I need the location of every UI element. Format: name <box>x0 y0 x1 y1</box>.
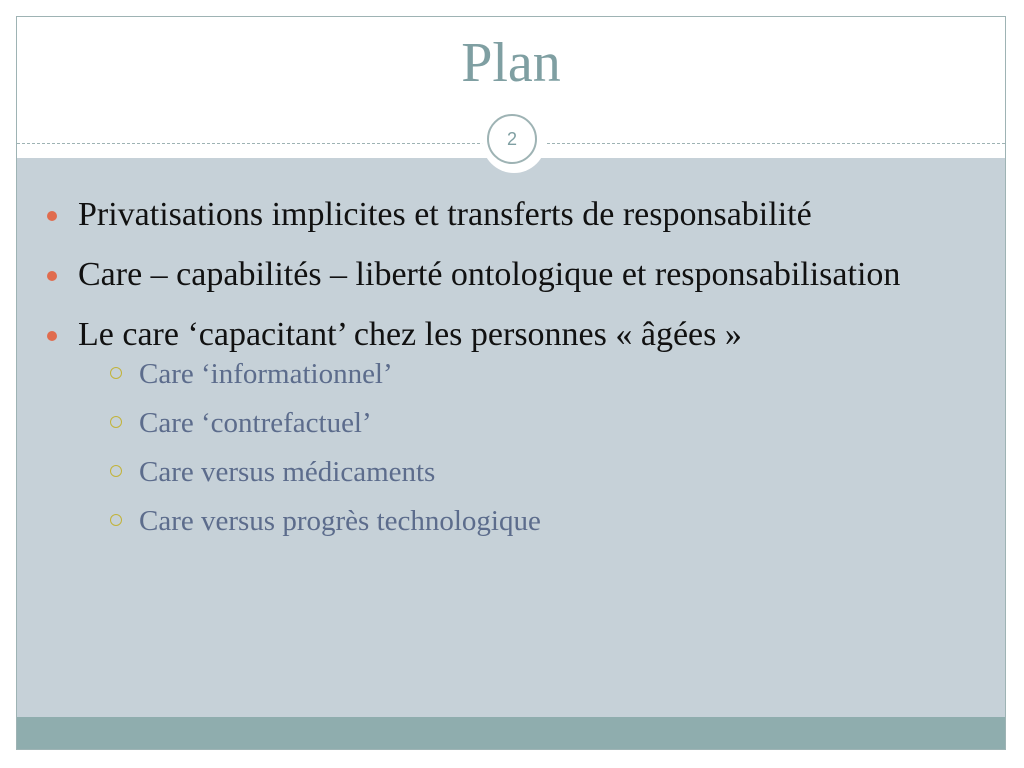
slide <box>16 16 1006 750</box>
bullet-item <box>47 191 977 238</box>
bullet-dot-icon <box>47 271 57 281</box>
bullet-list <box>47 191 977 559</box>
bullet-item <box>47 311 977 546</box>
bullet-dot-icon <box>47 331 57 341</box>
sub-bullet-text: Care ‘contrefactuel’ <box>139 407 372 439</box>
footer-bar <box>17 717 1005 750</box>
bullet-dot-icon <box>47 211 57 221</box>
page-number-badge: 2 <box>487 114 537 164</box>
sub-bullet-ring-icon <box>110 514 122 526</box>
sub-bullet-item <box>78 399 977 448</box>
sub-bullet-text: Care versus progrès technologique <box>139 505 541 537</box>
bullet-item <box>47 251 977 298</box>
sub-bullet-list <box>78 350 977 546</box>
sub-bullet-text: Care ‘informationnel’ <box>139 358 393 390</box>
bullet-text: Privatisations implicites et transferts de responsabilité <box>78 196 812 233</box>
slide-title: Plan <box>461 32 561 94</box>
sub-bullet-item <box>78 448 977 497</box>
sub-bullet-ring-icon <box>110 367 122 379</box>
bullet-text: Care – capabilités – liberté ontologique et responsabilisation <box>78 256 901 293</box>
sub-bullet-ring-icon <box>110 465 122 477</box>
sub-bullet-text: Care versus médicaments <box>139 456 436 488</box>
sub-bullet-item <box>78 350 977 399</box>
sub-bullet-ring-icon <box>110 416 122 428</box>
sub-bullet-item <box>78 497 977 546</box>
bullet-text: Le care ‘capacitant’ chez les personnes « âgées » <box>78 316 742 353</box>
